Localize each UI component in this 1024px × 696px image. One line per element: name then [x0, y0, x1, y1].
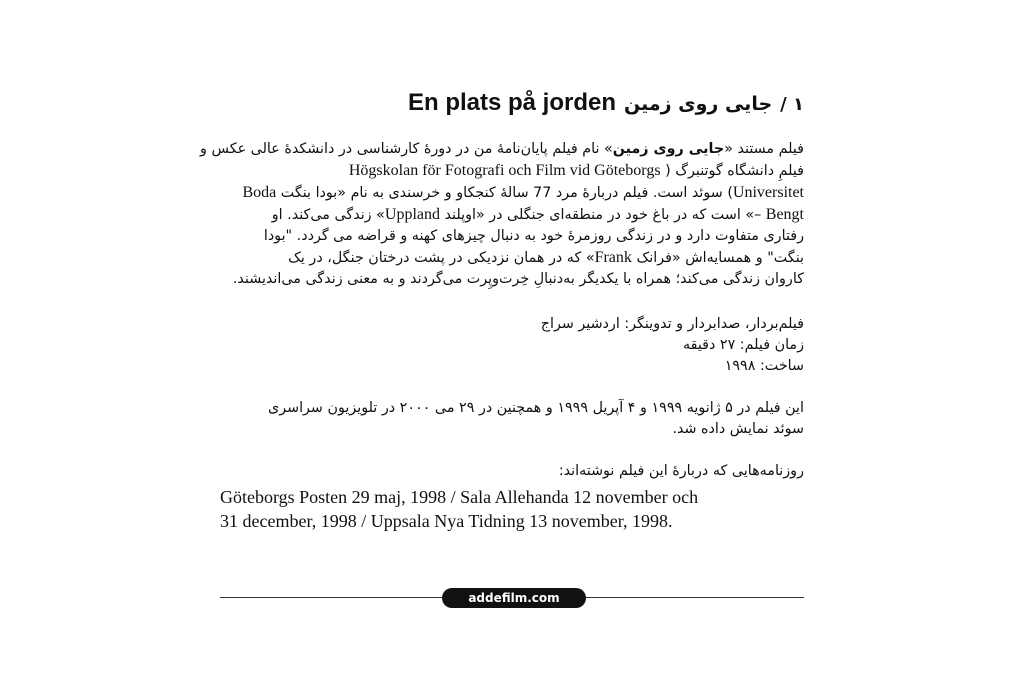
footer-rule-right [586, 597, 804, 598]
footer-rule-left [220, 597, 442, 598]
intro-line-5: رفتاری متفاوت دارد و در زندگی روزمرهٔ خود به دنبال چیزهای کهنه و قراضه می گردد. "بودا [263, 228, 804, 244]
credits-duration: زمان فیلم: ٢٧ دقیقه [682, 337, 804, 353]
footer [220, 588, 804, 608]
intro-line-2: فیلمِ دانشگاه گوتنبرگ ( Högskolan för Fotografi och Film vid Göteborgs [348, 162, 804, 179]
intro-line-7: کاروان زندگی می‌کند؛ همراه با یکدیگر به‌دنبالِ خِرت‌وپِرت می‌گردند و به معنی زندگی می‌اندیشند. [232, 271, 804, 287]
credits-crew: فیلم‌بردار، صدابردار و تدوینگر: اردشیر سراج [540, 316, 804, 332]
broadcast-line-2: سوئد نمایش داده شد. [672, 421, 804, 437]
credits-year: ساخت: ١٩٩٨ [724, 358, 804, 374]
press-heading: روزنامه‌هایی که دربارهٔ این فیلم نوشته‌اند: [558, 463, 804, 479]
press-line-2: 31 december, 1998 / Uppsala Nya Tidning 13 november, 1998. [220, 511, 673, 531]
intro-line-1: فیلم مستند «جایی روی زمین» نام فیلم پایان‌نامهٔ من در دورهٔ کارشناسی در دانشکدهٔ عالی عکس و [200, 141, 804, 157]
broadcast-paragraph [220, 398, 804, 440]
press-line-1: Göteborgs Posten 29 maj, 1998 / Sala Allehanda 12 november och [220, 487, 699, 507]
credits [220, 314, 804, 377]
title-number: / ١ [780, 94, 804, 115]
intro-line-4: Bengt –» است که در باغ خود در منطقه‌ای جنگلی در «اوپلند Uppland» زندگی می‌کند. او [271, 206, 804, 223]
broadcast-line-1: این فیلم در ۵ ژانویه ١٩٩٩ و ۴ آپریل ١٩٩٩ و همچنین در ٢٩ می ٢٠٠٠ در تلویزیون سراسری [268, 400, 804, 416]
title-persian: جایی روی زمین [624, 93, 773, 115]
intro-paragraph [200, 139, 804, 290]
page-title [407, 89, 804, 121]
intro-line-3: Universitet) سوئد است. فیلم دربارهٔ مرد 77 سالهٔ کنجکاو و خرسندی به نام «بودا بنگت Boda [242, 184, 804, 201]
website-link[interactable]: addefilm.com [442, 588, 586, 608]
press-references [220, 485, 804, 533]
title-swedish: En plats på jorden [407, 89, 617, 116]
intro-line-6: بنگت" و همسایه‌اش «فرانک Frank» که در همان نزدیکی در پشت درختان جنگل، در یک [288, 249, 804, 266]
